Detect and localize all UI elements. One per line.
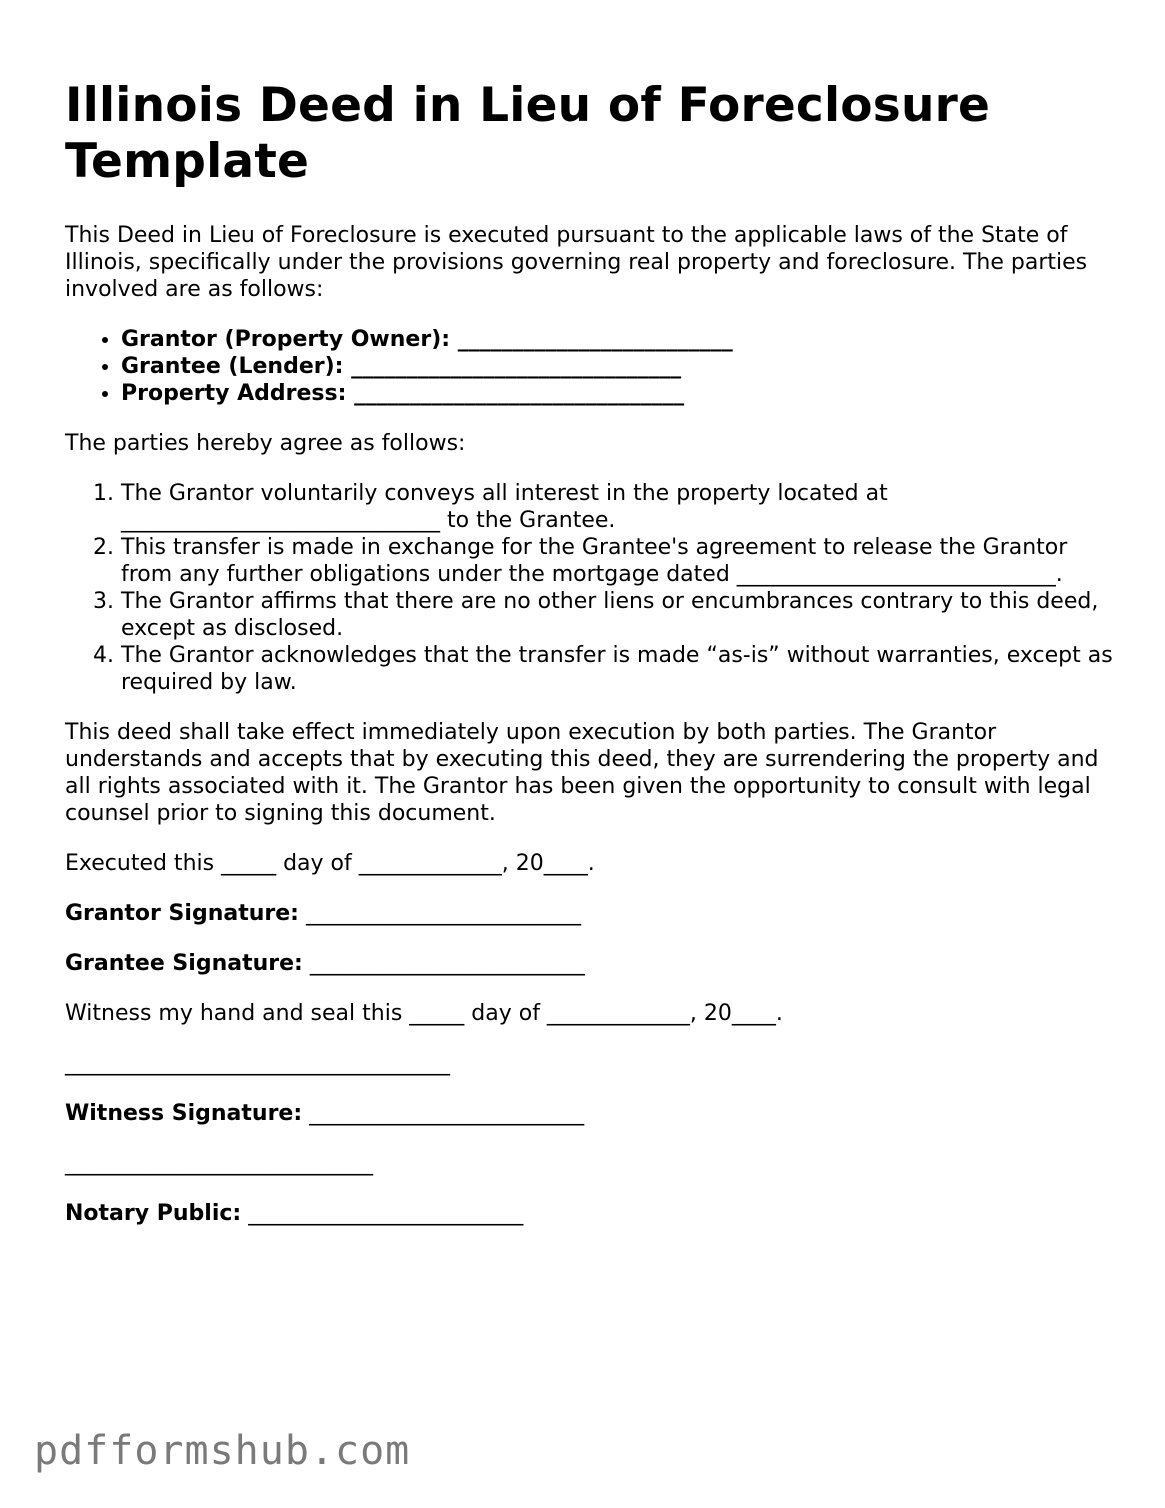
party-grantor [121, 326, 1115, 353]
party-property-address [121, 380, 1115, 407]
parties-list [65, 326, 1115, 407]
watermark-text: pdfformshub.com [34, 1428, 411, 1474]
term-item: 3. The Grantor affirms that there are no other liens or encumbrances contrary to this deed, except as disclosed. [121, 588, 1115, 642]
terms-list [65, 480, 1115, 696]
effect-paragraph: This deed shall take effect immediately upon execution by both parties. The Grantor understands and accepts that by executing this deed, they are surrendering the property and all rights associated with it. The Grantor has been given the opportunity to consult with legal counsel prior to signing this document. [65, 720, 1099, 826]
term-item: 1. The Grantor voluntarily conveys all interest in the property located at _____________________________ to the Grantee. [121, 480, 1115, 534]
signature-blank: _________________________ [248, 1201, 524, 1226]
party-blank: _________________________ [457, 327, 733, 352]
party-label: Grantee (Lender): [121, 354, 344, 379]
document-title: Illinois Deed in Lieu of Foreclosure Template [65, 78, 991, 189]
signature-blank: _________________________ [309, 951, 585, 976]
grantor-signature-line [65, 900, 1115, 927]
signature-label: Witness Signature: [65, 1101, 303, 1126]
notary-signature-line [65, 1200, 1115, 1227]
witness-date-line: Witness my hand and seal this _____ day of _____________, 20____. [65, 1001, 783, 1026]
blank-rule: ____________________________ [65, 1151, 373, 1176]
executed-line: Executed this _____ day of _____________, 20____. [65, 851, 595, 876]
signature-blank: _________________________ [309, 1101, 585, 1126]
term-item: 2. This transfer is made in exchange for the Grantee's agreement to release the Grantor from any further obligations under the mortgage dated _____________________________. [121, 534, 1115, 588]
agree-intro: The parties hereby agree as follows: [65, 431, 466, 456]
witness-signature-line [65, 1100, 1115, 1127]
party-blank: ______________________________ [354, 381, 685, 406]
signature-label: Notary Public: [65, 1201, 242, 1226]
signature-label: Grantor Signature: [65, 901, 299, 926]
grantee-signature-line [65, 950, 1115, 977]
party-label: Grantor (Property Owner): [121, 327, 451, 352]
signature-label: Grantee Signature: [65, 951, 303, 976]
term-item: 4. The Grantor acknowledges that the transfer is made “as-is” without warranties, except as required by law. [121, 642, 1115, 696]
party-blank: ______________________________ [351, 354, 682, 379]
blank-rule: ___________________________________ [65, 1051, 450, 1076]
document-page [65, 78, 1115, 1250]
intro-paragraph: This Deed in Lieu of Foreclosure is executed pursuant to the applicable laws of the State of Illinois, specifically under the provisions governing real property and foreclosure. The parties involved are as follows: [65, 223, 1088, 302]
signature-blank: _________________________ [305, 901, 581, 926]
party-label: Property Address: [121, 381, 347, 406]
party-grantee [121, 353, 1115, 380]
